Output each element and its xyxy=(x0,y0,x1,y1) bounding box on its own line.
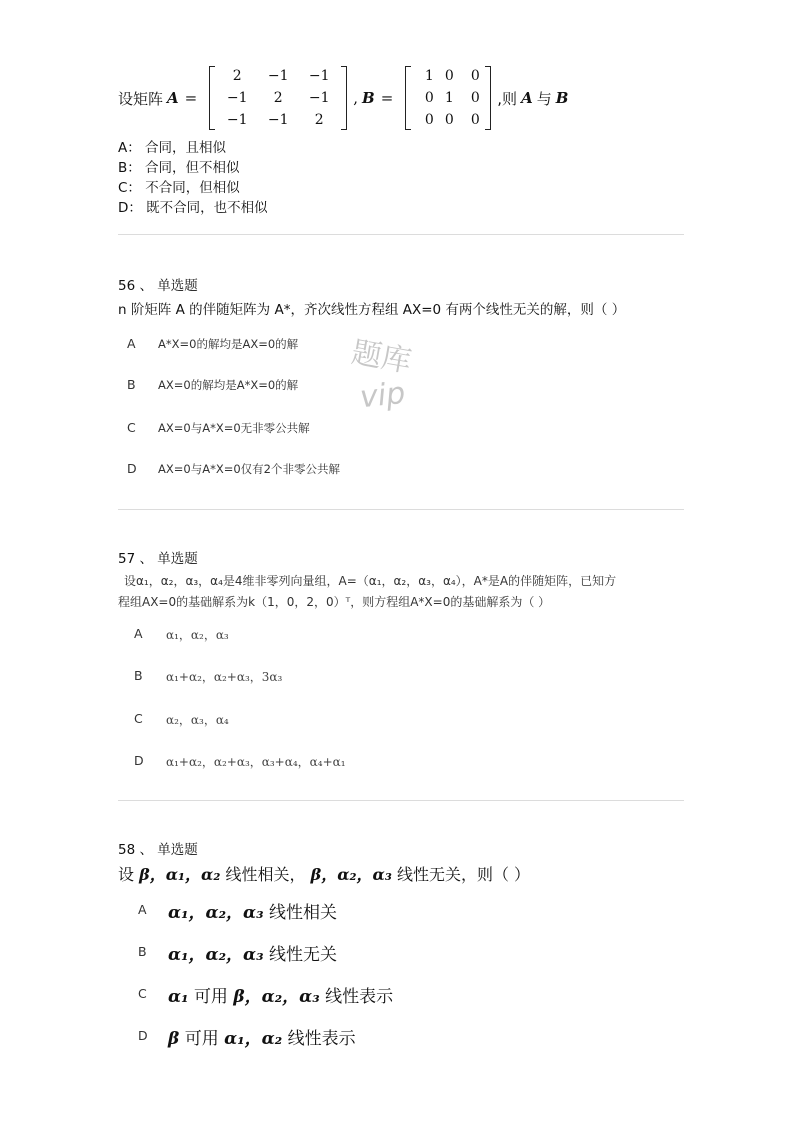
divider xyxy=(118,234,684,235)
q55-var-a2: A xyxy=(521,89,533,107)
q57-option-letter[interactable]: C xyxy=(134,711,143,726)
matrix-a-cell: −1 xyxy=(308,90,330,106)
q58-option-letter[interactable]: D xyxy=(138,1028,148,1043)
q57-stem-line-1: 设α₁，α₂，α₃，α₄是4维非零列向量组，A=（α₁，α₂，α₃，α₄），A*是A的伴随矩阵，已知方 xyxy=(124,574,617,588)
q55-comma: , xyxy=(353,89,359,107)
q57-stem-line-2: 程组AX=0的基础解系为k（1，0，2，0）ᵀ，则方程组A*X=0的基础解系为（ ） xyxy=(118,595,551,609)
q57-option-letter[interactable]: B xyxy=(134,668,143,683)
q58-stem-part: 线性无关，则（ ） xyxy=(396,865,531,884)
q57-option-letter[interactable]: A xyxy=(134,626,143,641)
q55-option-c[interactable]: C： 不合同，但相似 xyxy=(118,180,240,196)
matrix-a-cell: −1 xyxy=(267,112,289,128)
matrix-b-cell: 0 xyxy=(470,68,480,84)
q57-option-letter[interactable]: D xyxy=(134,753,144,768)
matrix-b-cell: 0 xyxy=(444,112,454,128)
q58-option-letter[interactable]: C xyxy=(138,986,147,1001)
divider xyxy=(118,800,684,801)
matrix-b-cell: 0 xyxy=(444,68,454,84)
q55-stem-prefix: 设矩阵 xyxy=(118,89,164,108)
matrix-a-cell: 2 xyxy=(273,90,283,106)
matrix-a-cell: −1 xyxy=(226,90,248,106)
q55-equals: = xyxy=(184,89,198,107)
q56-option-letter[interactable]: A xyxy=(127,336,136,351)
q58-option-pre: 可用 xyxy=(184,1029,219,1049)
matrix-a-cell: −1 xyxy=(226,112,248,128)
q58-option-vars: β xyxy=(168,1029,180,1049)
matrix-a xyxy=(209,66,347,130)
q55-var-a: A xyxy=(167,89,179,107)
q58-option-text: 线性相关 xyxy=(269,903,337,923)
q55-option-a[interactable]: A： 合同，且相似 xyxy=(118,140,227,156)
q58-option-vars: α₁ xyxy=(168,987,189,1007)
q56-option-text[interactable]: AX=0与A*X=0仅有2个非零公共解 xyxy=(158,462,340,476)
q55-option-d[interactable]: D： 既不合同，也不相似 xyxy=(118,200,268,216)
q58-stem-vars: β，α₂，α₃ xyxy=(310,865,392,884)
divider xyxy=(118,509,684,510)
q58-option-mid-vars: α₁，α₂ xyxy=(224,1029,283,1049)
matrix-a-cell: 2 xyxy=(232,68,242,84)
q58-option-mid-vars: β，α₂，α₃ xyxy=(233,987,320,1007)
watermark-text: vip xyxy=(358,375,407,416)
q57-option-text[interactable]: α₁+α₂，α₂+α₃，3α₃ xyxy=(166,670,283,684)
q56-option-text[interactable]: A*X=0的解均是AX=0的解 xyxy=(158,337,299,351)
q56-option-text[interactable]: AX=0的解均是A*X=0的解 xyxy=(158,378,299,392)
q57-option-text[interactable]: α₁+α₂，α₂+α₃，α₃+α₄，α₄+α₁ xyxy=(166,755,346,769)
q56-option-letter[interactable]: D xyxy=(127,461,137,476)
q58-option-a[interactable] xyxy=(168,898,337,923)
q55-equals-b: = xyxy=(380,89,394,107)
q58-option-pre: 可用 xyxy=(193,987,228,1007)
q55-var-b: B xyxy=(362,89,375,107)
q55-suffix-2: 与 xyxy=(536,89,552,108)
q55-var-b2: B xyxy=(555,89,569,107)
q58-option-d[interactable] xyxy=(168,1024,356,1049)
q58-number: 58 、 单选题 xyxy=(118,842,198,858)
matrix-a-cell: 2 xyxy=(314,112,324,128)
q58-option-text: 线性无关 xyxy=(269,945,337,965)
q57-option-text[interactable]: α₁，α₂，α₃ xyxy=(166,628,229,642)
matrix-b-cell: 1 xyxy=(444,90,454,106)
matrix-b-cell: 0 xyxy=(470,112,480,128)
q58-option-vars: α₁，α₂，α₃ xyxy=(168,945,264,965)
q56-option-text[interactable]: AX=0与A*X=0无非零公共解 xyxy=(158,421,310,435)
q58-option-c[interactable] xyxy=(168,982,393,1007)
q58-option-text: 线性表示 xyxy=(287,1029,356,1049)
q58-stem xyxy=(118,862,530,885)
matrix-a-cell: −1 xyxy=(308,68,330,84)
matrix-b-cell: 0 xyxy=(424,112,434,128)
q58-option-vars: α₁，α₂，α₃ xyxy=(168,903,264,923)
matrix-a-cell: −1 xyxy=(267,68,289,84)
q56-option-letter[interactable]: C xyxy=(127,420,136,435)
q56-option-letter[interactable]: B xyxy=(127,377,136,392)
q58-option-text: 线性表示 xyxy=(325,987,394,1007)
matrix-b-cell: 1 xyxy=(424,68,434,84)
q58-stem-part: 线性相关， xyxy=(225,865,306,884)
q55-stem xyxy=(118,60,568,136)
matrix-b-cell: 0 xyxy=(470,90,480,106)
q57-number: 57 、 单选题 xyxy=(118,551,198,567)
q58-option-letter[interactable]: A xyxy=(138,902,147,917)
q55-option-b[interactable]: B： 合同，但不相似 xyxy=(118,160,240,176)
q58-option-b[interactable] xyxy=(168,940,337,965)
q58-stem-vars: β，α₁，α₂ xyxy=(139,865,221,884)
q57-option-text[interactable]: α₂，α₃，α₄ xyxy=(166,713,229,727)
watermark-text: 题库 xyxy=(348,335,414,380)
q55-suffix-1: ,则 xyxy=(497,89,518,108)
q58-option-letter[interactable]: B xyxy=(138,944,147,959)
q58-stem-part: 设 xyxy=(118,865,135,884)
matrix-b-cell: 0 xyxy=(424,90,434,106)
matrix-b xyxy=(405,66,491,130)
q56-stem: n 阶矩阵 A 的伴随矩阵为 A*，齐次线性方程组 AX=0 有两个线性无关的解，则（ ） xyxy=(118,302,626,318)
q56-number: 56 、 单选题 xyxy=(118,278,198,294)
